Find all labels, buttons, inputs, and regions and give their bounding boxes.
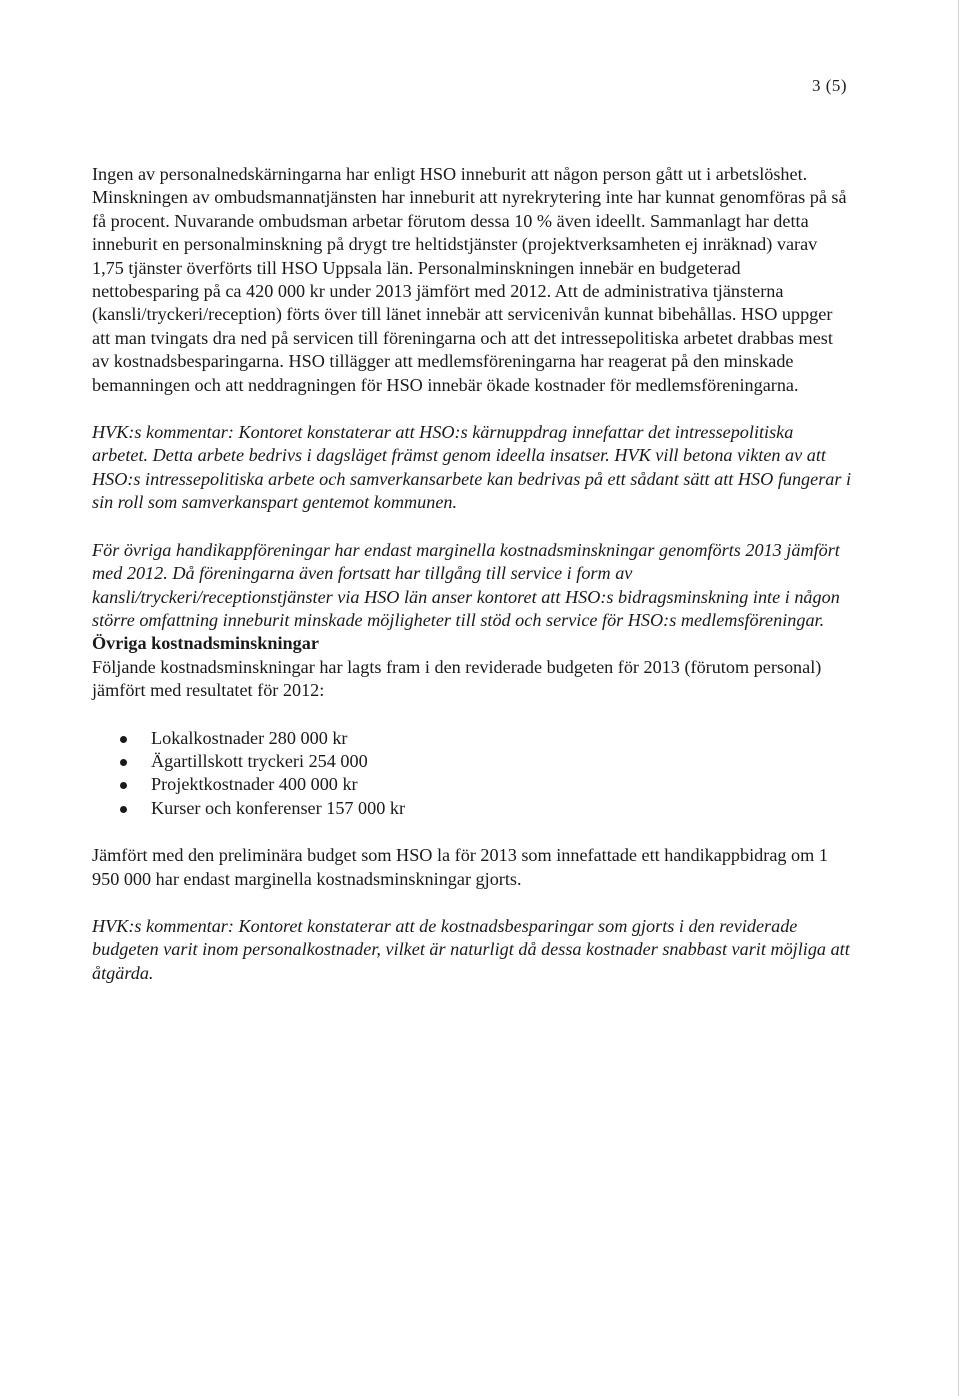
paragraph-staff-reductions: Ingen av personalnedskärningarna har enligt HSO inneburit att någon person gått ut i arbetslöshet. Minskningen av ombudsmannatjänsten har inneburit att nyrekrytering inte har kunnat genomföras på så få procent. Nuvarande ombudsman arbetar förutom dessa 10 % även ideellt. Sammanlagt har detta inneburit en personalminskning på drygt tre heltidstjänster (projektverksamheten ej inräknad) varav 1,75 tjänster överförts till HSO Uppsala län. Personalminskningen innebär en budgeterad nettobesparing på ca 420 000 kr under 2013 jämfört med 2012. Att de administrativa tjänsterna (kansli/tryckeri/reception) förts över till länet innebär att servicenivån kunnat bibehållas. HSO uppger att man tvingats dra ned på servicen till föreningarna och att det intressepolitiska arbetet drabbas mest av kostnadsbesparingarna. HSO tillägger att medlemsföreningarna har reagerat på den minskade bemanningen och att neddragningen för HSO innebär ökade kostnader för medlemsföreningarna. [92, 164, 847, 395]
paragraph-preliminary-budget: Jämfört med den preliminära budget som HSO la för 2013 som innefattade ett handikappbidrag om 1 950 000 har endast marginella kostnadsminskningar gjorts. [92, 845, 828, 889]
paragraph-cost-reductions-intro: Följande kostnadsminskningar har lagts fram i den reviderade budgeten för 2013 (förutom personal) jämfört med resultatet för 2012: [92, 656, 822, 701]
list-item: Ägartillskott tryckeri 254 000 [92, 750, 852, 773]
paragraph-other-associations: För övriga handikappföreningar har endast marginella kostnadsminskningar genomförts 2013 jämfört med 2012. Då föreningarna även fortsatt har tillgång till service i form av kansli/tryckeri/receptionstjänster via HSO län anser kontoret att HSO:s bidragsminskning inte i någon större omfattning inneburit minskade möjligheter till stöd och service för HSO:s medlemsföreningar. [92, 539, 840, 630]
list-item: Kurser och konferenser 157 000 kr [92, 797, 852, 820]
cost-reduction-list [92, 727, 852, 821]
page-number: 3 (5) [812, 76, 848, 95]
document-body [92, 163, 852, 985]
list-item: Projektkostnader 400 000 kr [92, 773, 852, 796]
list-item: Lokalkostnader 280 000 kr [92, 727, 852, 750]
paragraph-hvk-comment-1: HVK:s kommentar: Kontoret konstaterar att HSO:s kärnuppdrag innefattar det intressepolitiska arbetet. Detta arbete bedrivs i dagsläget främst genom ideella insatser. HVK vill betona vikten av att HSO:s intressepolitiska arbete och samverkansarbete kan bedrivas på ett sådant sätt att HSO fungerar i sin roll som samverkanspart gentemot kommunen. [92, 422, 852, 513]
scan-edge-line [958, 0, 959, 1396]
paragraph-hvk-comment-2: HVK:s kommentar: Kontoret konstaterar att de kostnadsbesparingar som gjorts i den reviderade budgeten varit inom personalkostnader, vilket är naturligt då dessa kostnader snabbast varit möjliga att åtgärda. [92, 915, 850, 983]
section-heading-other-cost-reductions: Övriga kostnadsminskningar [92, 633, 319, 654]
